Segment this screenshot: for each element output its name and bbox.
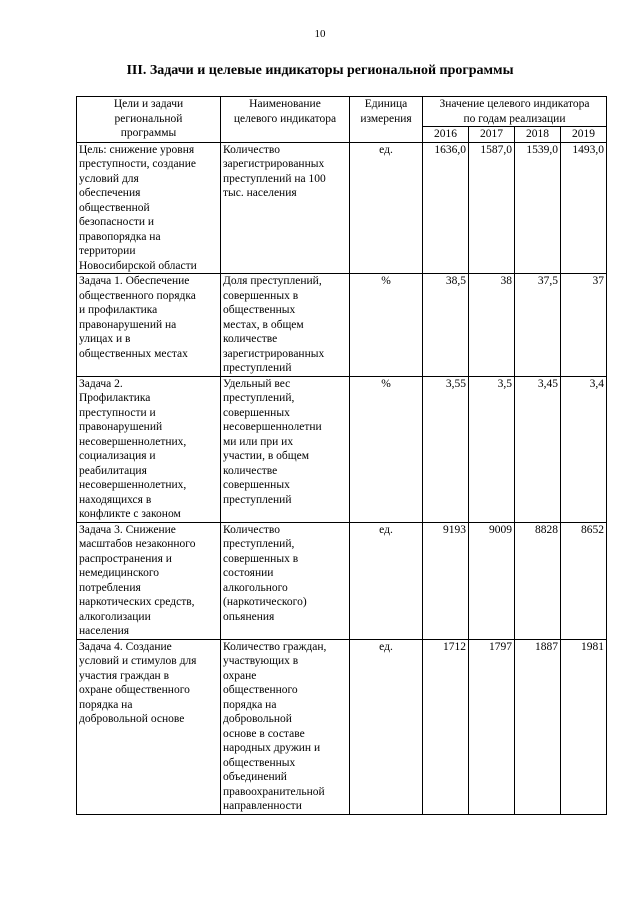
- header-unit: Единица измерения: [350, 97, 423, 143]
- row-goal: Цель: снижение уровня преступности, создание условий для обеспечения общественной безопасности и правопорядка на территории Новосибирской области: [77, 142, 221, 274]
- row-value-2018: 37,5: [515, 274, 561, 377]
- header-year-2016: 2016: [423, 127, 469, 143]
- header-year-2018: 2018: [515, 127, 561, 143]
- row-value-2017: 3,5: [469, 376, 515, 522]
- row-unit: ед.: [350, 522, 423, 639]
- row-value-2016: 1636,0: [423, 142, 469, 274]
- row-value-2016: 1712: [423, 639, 469, 814]
- row-indicator: Доля преступлений, совершенных в общественных местах, в общем количестве зарегистрированных преступлений: [221, 274, 350, 377]
- row-indicator: Удельный вес преступлений, совершенных несовершеннолетни ми или при их участии, в общем количестве совершенных преступлений: [221, 376, 350, 522]
- row-goal: Задача 4. Создание условий и стимулов для участия граждан в охране общественного порядка на добровольной основе: [77, 639, 221, 814]
- page-number: 10: [314, 28, 326, 40]
- indicators-table: [76, 96, 607, 815]
- row-indicator: Количество преступлений, совершенных в состоянии алкогольного (наркотического) опьянения: [221, 522, 350, 639]
- row-unit: ед.: [350, 639, 423, 814]
- row-value-2018: 1539,0: [515, 142, 561, 274]
- header-indicator: Наименование целевого индикатора: [221, 97, 350, 143]
- row-unit: %: [350, 274, 423, 377]
- header-year-2019: 2019: [561, 127, 607, 143]
- row-unit: ед.: [350, 142, 423, 274]
- row-indicator: Количество зарегистрированных преступлений на 100 тыс. населения: [221, 142, 350, 274]
- row-value-2019: 3,4: [561, 376, 607, 522]
- row-value-2017: 1587,0: [469, 142, 515, 274]
- header-goals: Цели и задачи региональной программы: [77, 97, 221, 143]
- row-value-2018: 3,45: [515, 376, 561, 522]
- row-value-2016: 9193: [423, 522, 469, 639]
- row-value-2016: 3,55: [423, 376, 469, 522]
- row-value-2018: 8828: [515, 522, 561, 639]
- table-row: [77, 376, 607, 522]
- row-goal: Задача 1. Обеспечение общественного порядка и профилактика правонарушений на улицах и в общественных местах: [77, 274, 221, 377]
- row-value-2019: 1981: [561, 639, 607, 814]
- row-value-2017: 9009: [469, 522, 515, 639]
- section-title: III. Задачи и целевые индикаторы региональной программы: [126, 63, 514, 78]
- row-value-2017: 1797: [469, 639, 515, 814]
- table-row: [77, 274, 607, 377]
- row-value-2019: 37: [561, 274, 607, 377]
- row-value-2019: 8652: [561, 522, 607, 639]
- header-year-2017: 2017: [469, 127, 515, 143]
- row-goal: Задача 2. Профилактика преступности и правонарушений несовершеннолетних, социализация и реабилитация несовершеннолетних, находящихся в конфликте с законом: [77, 376, 221, 522]
- header-values: Значение целевого индикатора по годам реализации: [423, 97, 607, 127]
- row-value-2017: 38: [469, 274, 515, 377]
- row-indicator: Количество граждан, участвующих в охране общественного порядка на добровольной основе в составе народных дружин и общественных объединений правоохранительной направленности: [221, 639, 350, 814]
- table-row: [77, 639, 607, 814]
- row-value-2016: 38,5: [423, 274, 469, 377]
- row-unit: %: [350, 376, 423, 522]
- row-value-2019: 1493,0: [561, 142, 607, 274]
- row-value-2018: 1887: [515, 639, 561, 814]
- table-row: [77, 142, 607, 274]
- row-goal: Задача 3. Снижение масштабов незаконного распространения и немедицинского потребления наркотических средств, алкоголизации населения: [77, 522, 221, 639]
- table-row: [77, 522, 607, 639]
